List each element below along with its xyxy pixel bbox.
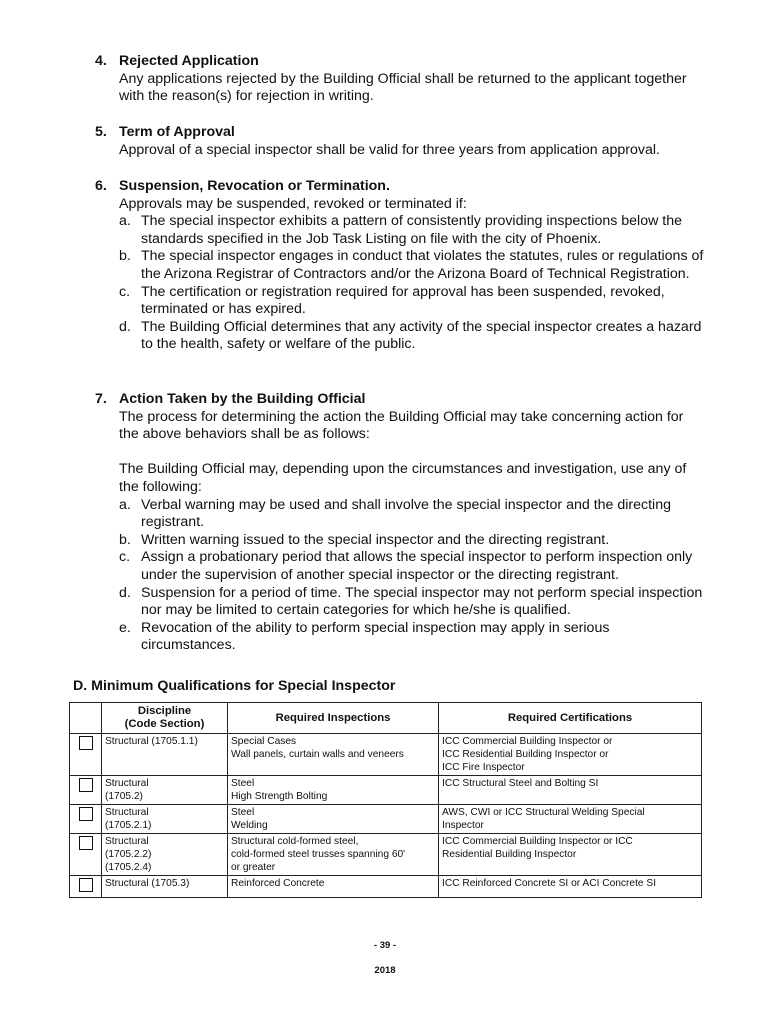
table-row <box>70 876 702 898</box>
list-text: Assign a probationary period that allows the special inspector to perform inspection only under the supervision of another special inspector or the directing registrant. <box>141 549 693 583</box>
list-item <box>119 213 705 248</box>
section-number: 7. <box>95 391 107 407</box>
section-intro: Approvals may be suspended, revoked or terminated if: <box>119 195 467 212</box>
certifications-cell: AWS, CWI or ICC Structural Welding Special Inspector <box>439 805 702 834</box>
discipline-cell: Structural (1705.1.1) <box>102 734 228 776</box>
page-number: - 39 - <box>373 940 397 951</box>
table-header-row <box>70 703 702 734</box>
list-text: The special inspector exhibits a pattern of consistently providing inspections below the standards specified in the Job Task Listing on file with the city of Phoenix. <box>141 213 683 247</box>
list-letter: d. <box>119 318 131 335</box>
list-text: The certification or registration required for approval has been suspended, revoked, terminated or has expired. <box>141 283 665 318</box>
row-checkbox[interactable] <box>79 878 93 892</box>
list-text: Suspension for a period of time. The special inspector may not perform special inspection nor may be limited to certain categories for which he/she is qualified. <box>141 584 703 619</box>
list-item <box>119 585 705 620</box>
section-heading: Action Taken by the Building Official <box>119 391 366 407</box>
section-text: The Building Official may, depending upon the circumstances and investigation, use any of the following: <box>119 461 687 495</box>
certifications-cell: ICC Commercial Building Inspector or ICC Residential Building Inspector or ICC Fire Inspector <box>439 734 702 776</box>
header-checkbox-col <box>70 703 102 734</box>
row-checkbox[interactable] <box>79 836 93 850</box>
table-row <box>70 734 702 776</box>
qualifications-table <box>69 702 702 898</box>
inspections-cell: Steel Welding <box>228 805 439 834</box>
list-item <box>119 497 705 532</box>
list-text: Revocation of the ability to perform special inspection may apply in serious circumstances. <box>141 619 610 654</box>
section-suspension <box>95 178 705 354</box>
section-text: Approval of a special inspector shall be valid for three years from application approval. <box>119 141 660 158</box>
list-text: Written warning issued to the special inspector and the directing registrant. <box>141 531 610 548</box>
list-letter: c. <box>119 549 131 566</box>
header-certifications: Required Certifications <box>439 703 702 734</box>
discipline-cell: Structural (1705.2) <box>102 776 228 805</box>
section-heading: Term of Approval <box>119 124 235 140</box>
list-letter: a. <box>119 213 131 230</box>
section-number: 6. <box>95 178 107 194</box>
section-rejected-application <box>95 53 705 106</box>
list-item <box>119 532 705 550</box>
section-action-taken <box>95 391 705 655</box>
row-checkbox[interactable] <box>79 807 93 821</box>
inspections-cell: Steel High Strength Bolting <box>228 776 439 805</box>
discipline-cell: Structural (1705.2.1) <box>102 805 228 834</box>
list-letter: d. <box>119 584 131 601</box>
table-row <box>70 776 702 805</box>
table-row <box>70 834 702 876</box>
section-d-heading: D. Minimum Qualifications for Special Inspector <box>73 678 396 694</box>
list-text: The Building Official determines that any activity of the special inspector creates a hazard to the health, safety or welfare of the public. <box>141 318 702 353</box>
table-row <box>70 805 702 834</box>
row-checkbox[interactable] <box>79 778 93 792</box>
list-letter: e. <box>119 619 131 636</box>
list-letter: b. <box>119 248 131 265</box>
section-heading: Rejected Application <box>119 53 259 69</box>
list-item <box>119 284 705 319</box>
inspections-cell: Reinforced Concrete <box>228 876 439 898</box>
inspections-cell: Special Cases Wall panels, curtain walls and veneers <box>228 734 439 776</box>
certifications-cell: ICC Commercial Building Inspector or ICC Residential Building Inspector <box>439 834 702 876</box>
list-text: Verbal warning may be used and shall involve the special inspector and the directing registrant. <box>141 496 671 531</box>
footer-year: 2018 <box>374 965 396 976</box>
list-letter: a. <box>119 496 131 513</box>
list-item <box>119 248 705 283</box>
section-term-of-approval <box>95 124 705 159</box>
section-heading: Suspension, Revocation or Termination. <box>119 178 390 194</box>
section-text: Any applications rejected by the Building Official shall be returned to the applicant together with the reason(s) for rejection in writing. <box>119 70 687 105</box>
header-inspections: Required Inspections <box>228 703 439 734</box>
row-checkbox[interactable] <box>79 736 93 750</box>
section-number: 4. <box>95 53 107 69</box>
inspections-cell: Structural cold-formed steel, cold-formed steel trusses spanning 60' or greater <box>228 834 439 876</box>
certifications-cell: ICC Structural Steel and Bolting SI <box>439 776 702 805</box>
list-letter: b. <box>119 531 131 548</box>
section-text: The process for determining the action the Building Official may take concerning action for the above behaviors shall be as follows: <box>119 408 684 443</box>
discipline-cell: Structural (1705.3) <box>102 876 228 898</box>
list-text: The special inspector engages in conduct that violates the statutes, rules or regulations of the Arizona Registrar of Contractors and/or the Arizona Board of Technical Registration. <box>141 248 704 282</box>
list-item <box>119 549 705 584</box>
list-letter: c. <box>119 283 131 300</box>
list-item <box>119 319 705 354</box>
discipline-cell: Structural (1705.2.2) (1705.2.4) <box>102 834 228 876</box>
section-number: 5. <box>95 124 107 140</box>
header-discipline: Discipline (Code Section) <box>102 703 228 734</box>
list-item <box>119 620 705 655</box>
certifications-cell: ICC Reinforced Concrete SI or ACI Concrete SI <box>439 876 702 898</box>
